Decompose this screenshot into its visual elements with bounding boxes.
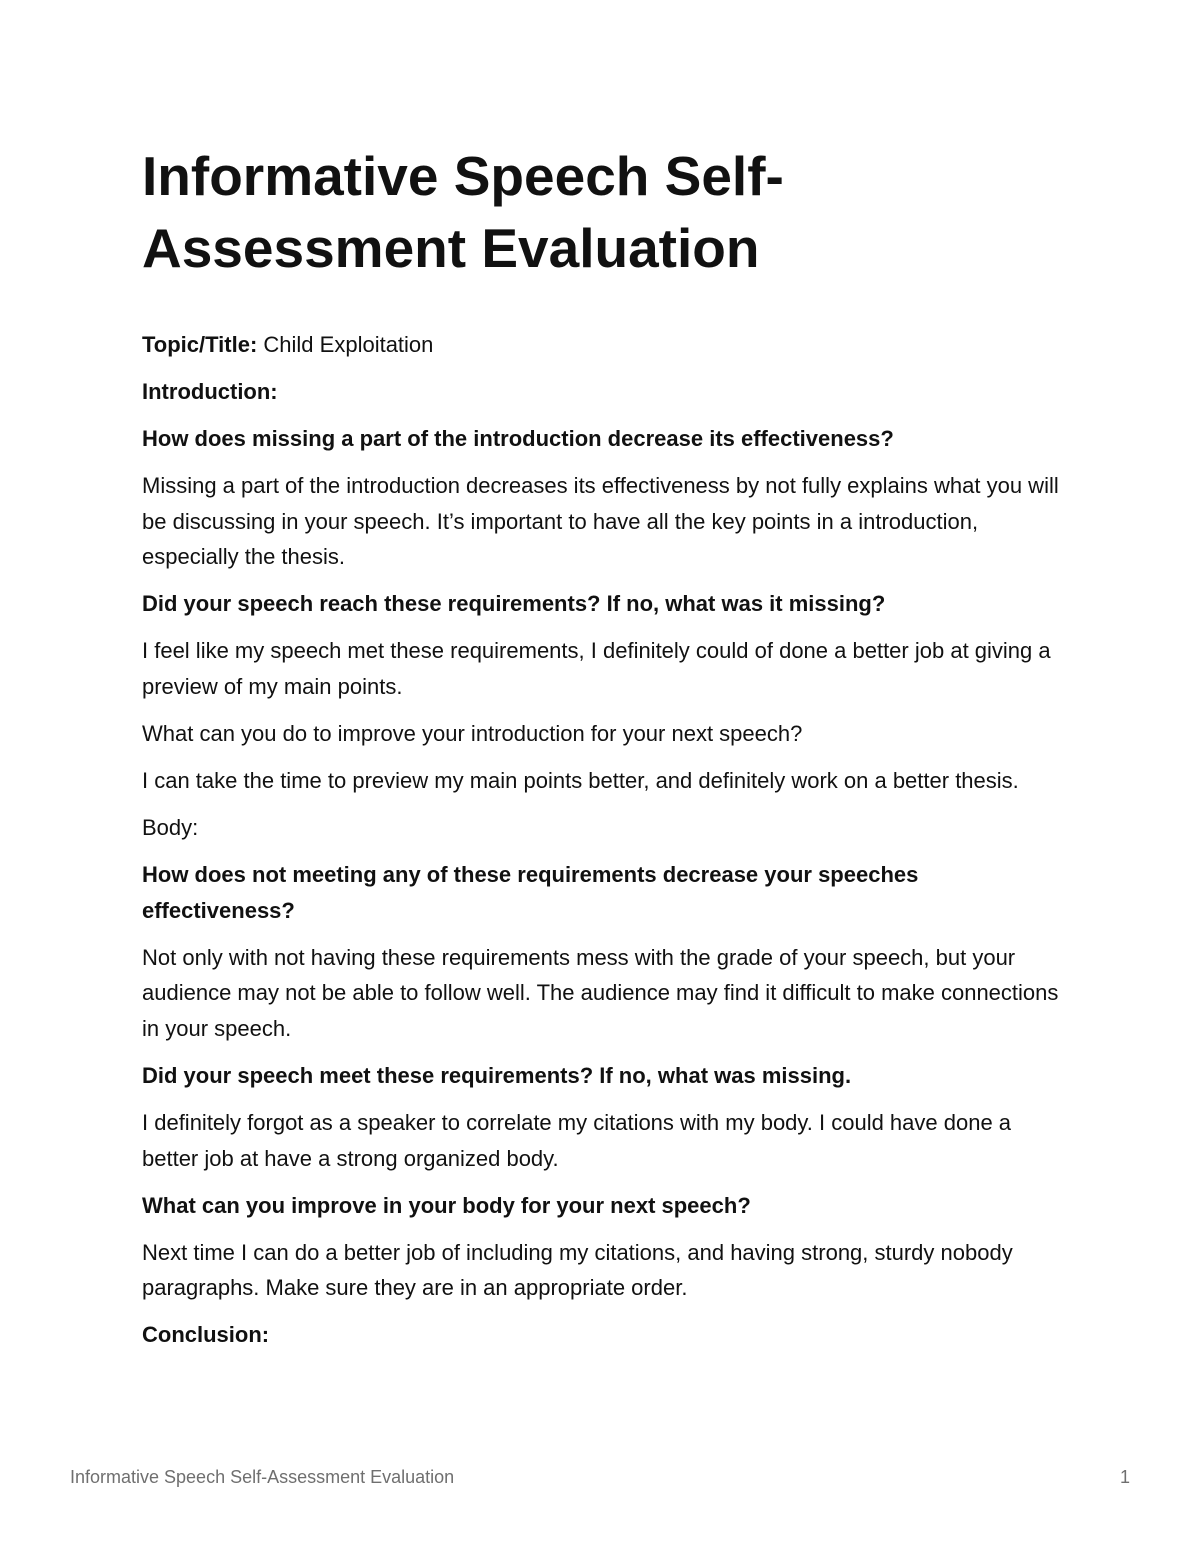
page-number: 1	[1119, 1467, 1130, 1487]
document-body	[142, 327, 1060, 1365]
intro-answer-3: I can take the time to preview my main points better, and definitely work on a better thesis.	[142, 768, 1019, 794]
topic-label: Topic/Title:	[142, 332, 258, 357]
intro-question-2: Did your speech reach these requirements? If no, what was it missing?	[142, 591, 886, 617]
intro-question-3: What can you do to improve your introduction for your next speech?	[142, 721, 803, 747]
body-answer-1: Not only with not having these requirements mess with the grade of your speech, but your audience may not be able to follow well. The audience may find it difficult to make connections in your speech.	[142, 944, 1059, 1041]
conclusion-heading: Conclusion:	[142, 1322, 270, 1348]
intro-answer-1: Missing a part of the introduction decreases its effectiveness by not fully explains what you will be discussing in your speech. It’s important to have all the key points in a introduction, especially the thesis.	[142, 473, 1059, 570]
body-answer-3: Next time I can do a better job of including my citations, and having strong, sturdy nobody paragraphs. Make sure they are in an appropriate order.	[142, 1239, 1013, 1301]
page-title: Informative Speech Self-Assessment Evaluation	[142, 145, 784, 279]
footer-title: Informative Speech Self-Assessment Evaluation	[70, 1467, 455, 1487]
topic-line	[142, 327, 1060, 363]
body-question-2: Did your speech meet these requirements? If no, what was missing.	[142, 1063, 852, 1089]
intro-answer-2: I feel like my speech met these requirements, I definitely could of done a better job at giving a preview of my main points.	[142, 638, 1051, 699]
body-answer-2: I definitely forgot as a speaker to correlate my citations with my body. I could have done a better job at have a strong organized body.	[142, 1110, 1012, 1171]
topic-value: Child Exploitation	[257, 332, 434, 357]
body-heading: Body:	[142, 815, 199, 841]
introduction-heading: Introduction:	[142, 379, 278, 405]
intro-question-1: How does missing a part of the introduction decrease its effectiveness?	[142, 426, 894, 452]
body-question-3: What can you improve in your body for your next speech?	[142, 1192, 751, 1218]
body-question-1: How does not meeting any of these requirements decrease your speeches effectiveness?	[142, 862, 919, 923]
